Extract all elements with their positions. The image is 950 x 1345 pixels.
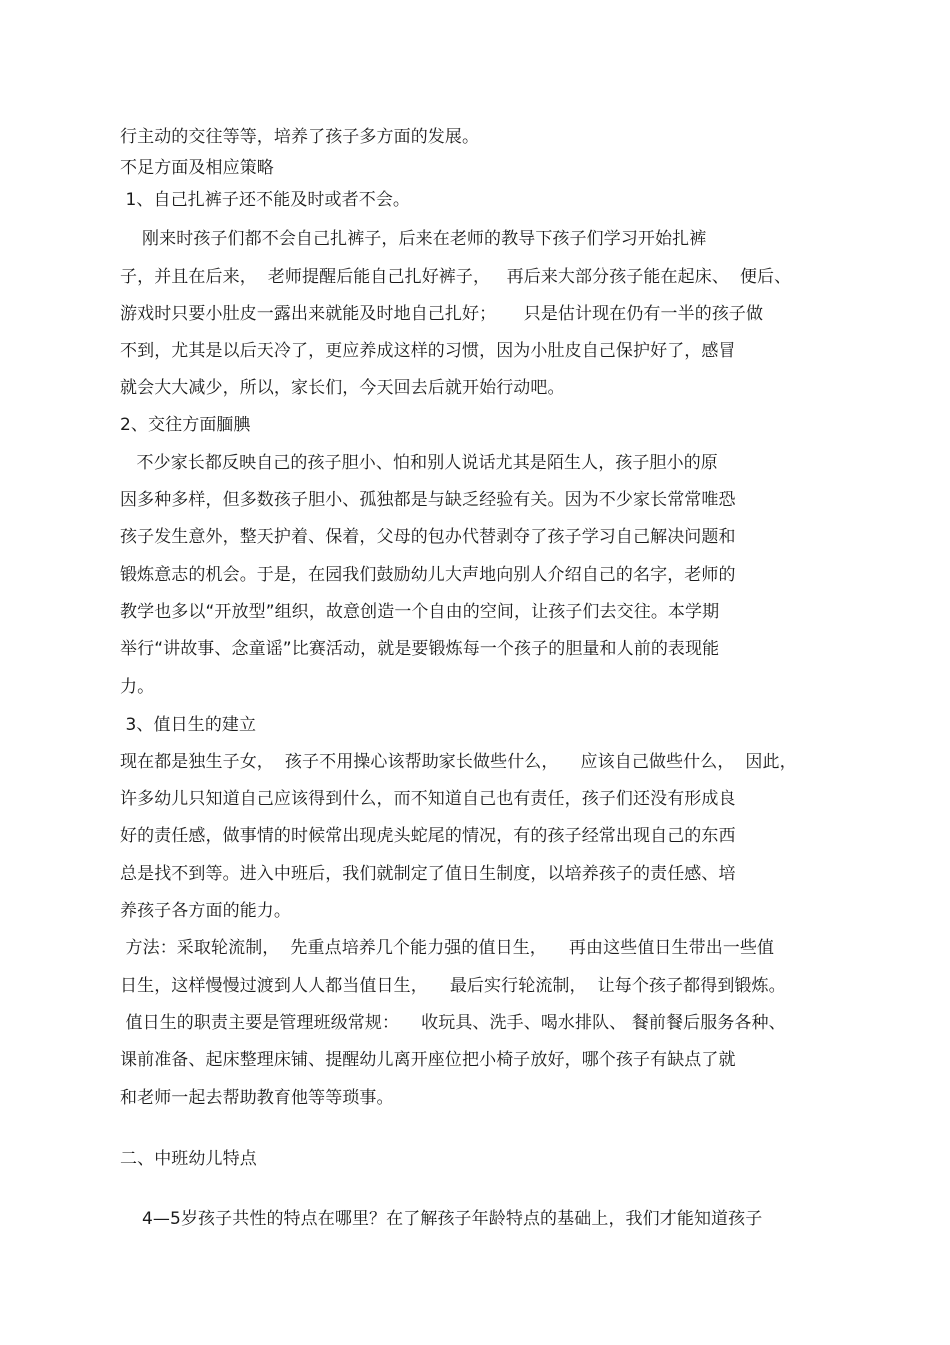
text-line: 游戏时只要小肚皮一露出来就能及时地自己扎好； 只是估计现在仍有一半的孩子做 [120,304,764,324]
text-line: 方法：采取轮流制， 先重点培养几个能力强的值日生， 再由这些值日生带出一些值 [120,938,775,958]
text-line: 日生，这样慢慢过渡到人人都当值日生， 最后实行轮流制， 让每个孩子都得到锻炼。 [120,976,786,996]
text-line: 课前准备、起床整理床铺、提醒幼儿离开座位把小椅子放好，哪个孩子有缺点了就 [120,1050,736,1070]
text-line: 刚来时孩子们都不会自己扎裤子，后来在老师的教导下孩子们学习开始扎裤 [120,229,707,249]
section-heading: 不足方面及相应策略 [120,158,274,178]
numbered-heading: 1、自己扎裤子还不能及时或者不会。 [120,190,411,210]
text-line: 总是找不到等。进入中班后，我们就制定了值日生制度，以培养孩子的责任感、培 [120,864,736,884]
text-line: 锻炼意志的机会。于是，在园我们鼓励幼儿大声地向别人介绍自己的名字，老师的 [120,565,736,585]
text-line: 好的责任感，做事情的时候常出现虎头蛇尾的情况，有的孩子经常出现自己的东西 [120,826,736,846]
text-line: 教学也多以“开放型”组织，故意创造一个自由的空间，让孩子们去交往。本学期 [120,602,720,622]
text-line: 孩子发生意外，整天护着、保着，父母的包办代替剥夺了孩子学习自己解决问题和 [120,527,736,547]
text-line: 力。 [120,677,155,697]
text-line: 就会大大减少，所以，家长们，今天回去后就开始行动吧。 [120,378,565,398]
numbered-heading: 2、交往方面腼腆 [120,415,251,435]
numbered-heading: 3、值日生的建立 [120,715,257,735]
text-line: 值日生的职责主要是管理班级常规： 收玩具、洗手、喝水排队、 餐前餐后服务各种、 [120,1013,786,1033]
text-line: 子，并且在后来， 老师提醒后能自己扎好裤子， 再后来大部分孩子能在起床、 便后、 [120,267,792,287]
text-line: 许多幼儿只知道自己应该得到什么，而不知道自己也有责任，孩子们还没有形成良 [120,789,736,809]
text-line: 养孩子各方面的能力。 [120,901,291,921]
text-line: 不到，尤其是以后天冷了，更应养成这样的习惯，因为小肚皮自己保护好了，感冒 [120,341,736,361]
text-line: 因多种多样，但多数孩子胆小、孤独都是与缺乏经验有关。因为不少家长常常唯恐 [120,490,736,510]
text-line: 不少家长都反映自己的孩子胆小、怕和别人说话尤其是陌生人，孩子胆小的原 [120,453,718,473]
text-line: 4—5岁孩子共性的特点在哪里？在了解孩子年龄特点的基础上，我们才能知道孩子 [120,1209,763,1229]
chapter-heading: 二、中班幼儿特点 [120,1149,257,1169]
text-line: 举行“讲故事、念童谣”比赛活动，就是要锻炼每一个孩子的胆量和人前的表现能 [120,639,720,659]
text-line: 现在都是独生子女， 孩子不用操心该帮助家长做些什么， 应该自己做些什么， 因此， [120,752,797,772]
text-line: 行主动的交往等等，培养了孩子多方面的发展。 [120,127,480,147]
text-line: 和老师一起去帮助教育他等等琐事。 [120,1088,394,1108]
